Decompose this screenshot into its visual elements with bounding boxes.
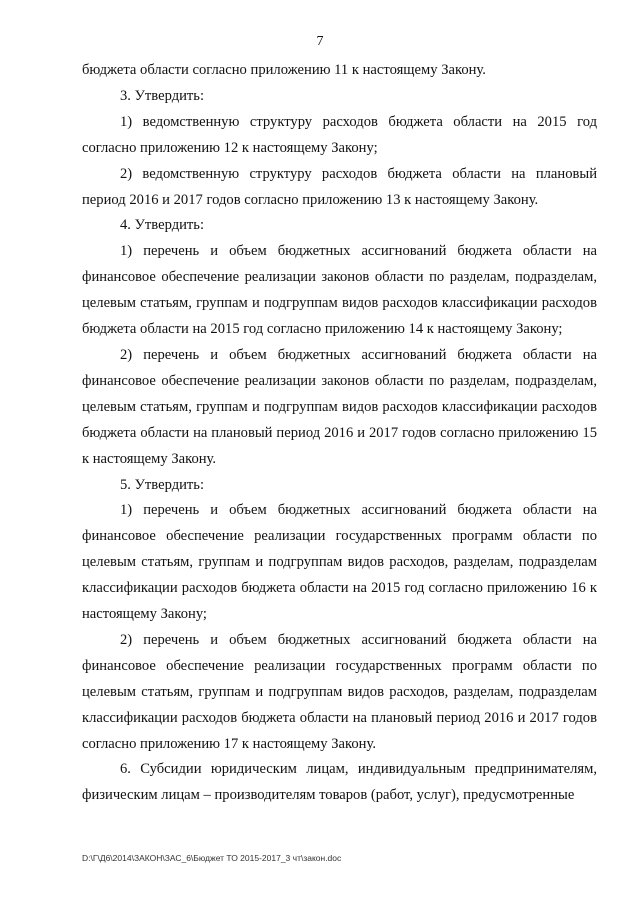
section-heading-5: 5. Утвердить:	[120, 476, 205, 493]
list-item-3-2: 2) ведомственную структуру расходов бюджета области на плановый период 2016 и 2017 годов согласно приложению 13 к настоящему Закону.	[82, 165, 597, 208]
document-body	[82, 58, 597, 809]
section-heading-3: 3. Утвердить:	[120, 87, 205, 104]
list-item-3-1: 1) ведомственную структуру расходов бюджета области на 2015 год согласно приложению 12 к настоящему Закону;	[82, 113, 597, 156]
page-number: 7	[316, 34, 324, 49]
list-item-5-1: 1) перечень и объем бюджетных ассигнований бюджета области на финансовое обеспечение реализации государственных программ области по целевым статьям, группам и подгруппам видов расходов, разделам, подразделам классификации расходов бюджета области на 2015 год согласно приложению 16 к настоящему Закону;	[82, 502, 597, 623]
list-item-4-2: 2) перечень и объем бюджетных ассигнований бюджета области на финансовое обеспечение реализации законов области по разделам, подразделам, целевым статьям, группам и подгруппам видов расходов классификации расходов бюджета области на плановый период 2016 и 2017 годов согласно приложению 15 к настоящему Закону.	[82, 346, 597, 467]
footer-file-path: D:\Г\Д6\2014\ЗАКОН\ЗАС_6\Бюджет ТО 2015-2017_3 чт\закон.doc	[82, 853, 342, 863]
paragraph-continuation: бюджета области согласно приложению 11 к настоящему Закону.	[82, 62, 486, 78]
list-item-4-1: 1) перечень и объем бюджетных ассигнований бюджета области на финансовое обеспечение реализации законов области по разделам, подразделам, целевым статьям, группам и подгруппам видов расходов классификации расходов бюджета области на 2015 год согласно приложению 14 к настоящему Закону;	[82, 243, 597, 338]
list-item-5-2: 2) перечень и объем бюджетных ассигнований бюджета области на финансовое обеспечение реализации государственных программ области по целевым статьям, группам и подгруппам видов расходов, разделам, подразделам классификации расходов бюджета области на плановый период 2016 и 2017 годов согласно приложению 17 к настоящему Закону.	[82, 631, 597, 752]
section-heading-4: 4. Утвердить:	[120, 217, 205, 234]
section-6-paragraph: 6. Субсидии юридическим лицам, индивидуальным предпринимателям, физическим лицам – производителям товаров (работ, услуг), предусмотренные	[82, 761, 597, 804]
